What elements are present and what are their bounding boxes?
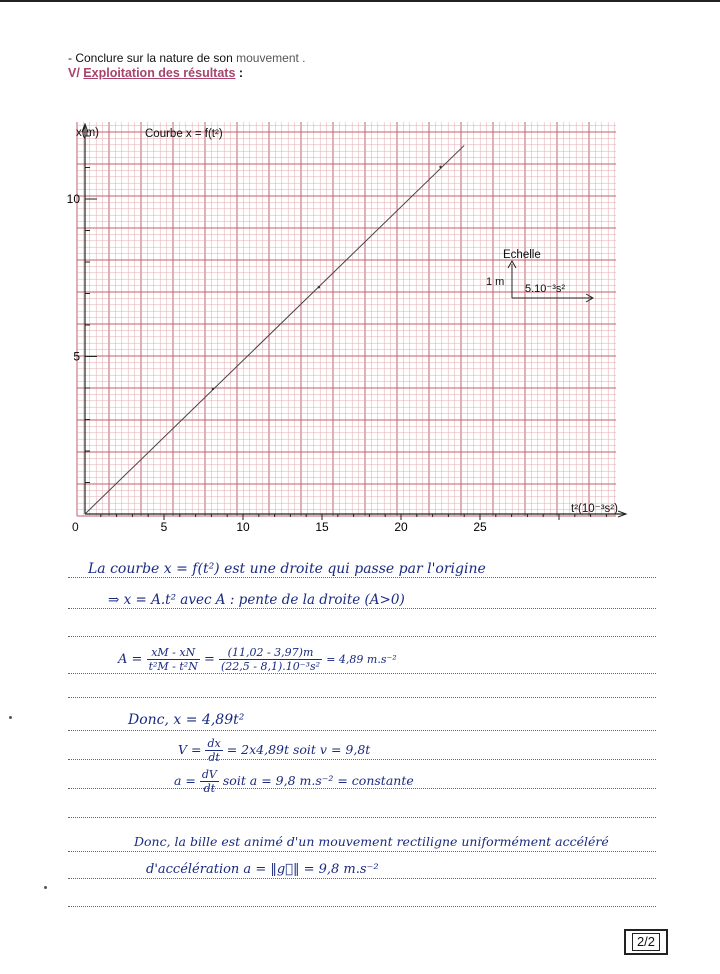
x-axis-label: t²(10⁻³s²) <box>571 503 618 515</box>
y-tick-label: 10 <box>66 192 80 206</box>
instruction-line: - Conclure sur la nature de son mouvement . <box>68 51 306 65</box>
scale-legend <box>486 249 593 302</box>
dotted-line <box>68 636 656 637</box>
conclusion-line-1: Donc, la bille est animé d'un mouvement rectiligne uniformément accéléré <box>134 834 609 849</box>
slope-fraction-numeric: $\frac{(11,02 - 3,97)m}{\text{(22,5 - 8,1).10⁻³s²}}$ <box>221 646 321 673</box>
scale-title: Echelle <box>503 249 541 261</box>
dotted-line <box>68 906 656 907</box>
dotted-line <box>68 759 656 760</box>
page-number: 2/2 <box>632 933 660 951</box>
dotted-line <box>68 851 656 852</box>
slope-fraction-symbolic: $\frac{xM - xN}{\text{t²M - t²N}}$ <box>148 646 198 673</box>
x-tick-label: 10 <box>236 520 250 534</box>
section-title: Exploitation des résultats <box>83 66 236 80</box>
x-tick-label: 20 <box>394 520 408 534</box>
dotted-line <box>68 788 656 789</box>
answer-line-1: La courbe x = f(t²) est une droite qui passe par l'origine <box>88 561 486 577</box>
dotted-line <box>68 817 656 818</box>
answer-line-4: Donc, x = 4,89t² <box>128 712 245 728</box>
section-colon: : <box>238 66 244 80</box>
origin-label: 0 <box>72 520 79 534</box>
instruction-text: Conclure sur la nature de son <box>75 51 233 65</box>
y-axis-label: x(m) <box>76 127 99 139</box>
answer-line-2: ⇒ x = A.t² avec A : pente de la droite (A>0) <box>108 592 405 608</box>
data-point <box>212 388 214 390</box>
scale-vertical: 1 m <box>486 276 505 288</box>
conclusion-line-2: d'accélération a = ‖g⃗‖ = 9,8 m.s⁻² <box>146 862 379 877</box>
x-tick-label: 25 <box>473 520 487 534</box>
series-line <box>85 145 464 514</box>
dotted-line <box>68 878 656 879</box>
scale-horizontal: 5.10⁻³s² <box>525 283 566 295</box>
acceleration-line: a = $\frac{dV}{dt}$ soit a = 9,8 m.s⁻² = constante <box>174 768 414 795</box>
y-tick-label: 5 <box>73 349 80 364</box>
scan-speck <box>9 716 12 719</box>
dotted-line <box>68 608 656 609</box>
scan-speck <box>44 886 47 889</box>
data-point <box>318 286 320 288</box>
velocity-line: V = $\frac{dx}{dt}$ = 2x4,89t soit v = 9,8t <box>178 737 371 764</box>
instruction-text-end: mouvement . <box>236 51 306 65</box>
x-tick-label: 5 <box>160 520 168 534</box>
dotted-line <box>68 697 656 698</box>
data-point <box>439 166 441 168</box>
graph-grid <box>77 122 616 516</box>
section-number: V/ <box>68 66 80 80</box>
page-number-box <box>624 929 668 955</box>
slope-calculation: A = $\frac{xM - xN}{\text{t²M - t²N}}$ = $\frac{(11,02 - 3,97)m}{\text{(22,5 - 8,1).10⁻³s²}}$ = 4,89 m.s⁻² <box>118 646 397 673</box>
chart-title: Courbe x = f(t²) <box>145 128 223 140</box>
dotted-line <box>68 673 656 674</box>
dotted-line <box>68 577 656 578</box>
dotted-line <box>68 730 656 731</box>
x-tick-label: 15 <box>315 520 329 534</box>
